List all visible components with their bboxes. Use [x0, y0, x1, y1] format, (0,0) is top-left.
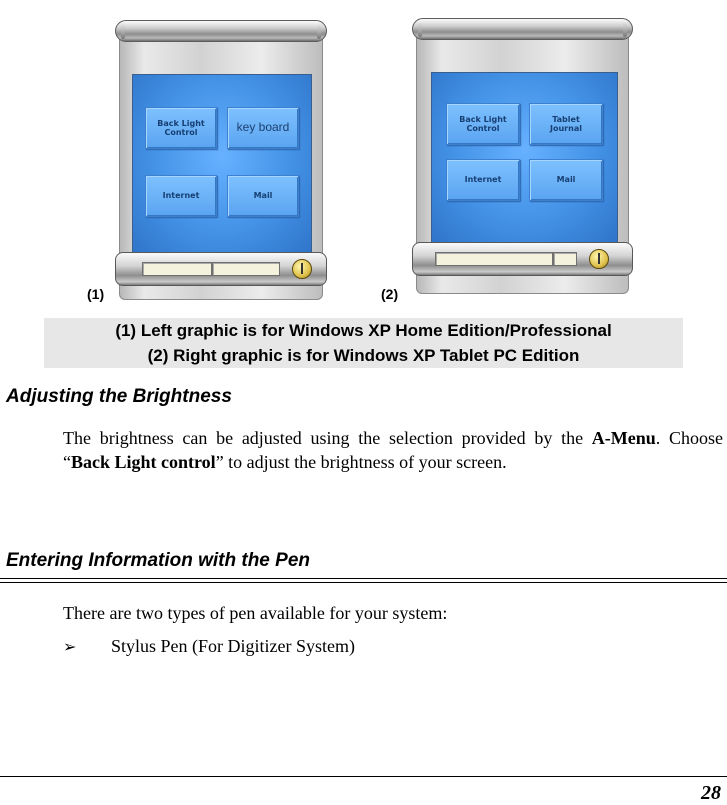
- caption-line-1: (1) Left graphic is for Windows XP Home Edition/Professional: [115, 321, 612, 340]
- brightness-text-3: ” to adjust the brightness of your screen.: [215, 452, 507, 472]
- heading-rule-top: [0, 578, 727, 579]
- figure-1-a-menu-panel: [115, 20, 327, 300]
- arrow-bullet-icon: ➢: [63, 637, 77, 656]
- bar-slot-left: [435, 252, 553, 266]
- figure-2-a-menu-panel: [412, 18, 633, 294]
- heading-rule-bottom: [0, 582, 727, 583]
- back-light-control-tile[interactable]: Back Light Control: [446, 103, 520, 145]
- tablet-journal-tile[interactable]: Tablet Journal: [529, 103, 603, 145]
- panel-bottom-bar: [412, 242, 633, 276]
- panel-top-rod: [412, 18, 633, 40]
- bar-slot-right: [553, 252, 577, 266]
- back-light-control-tile[interactable]: Back Light Control: [145, 107, 217, 149]
- back-light-control-term: Back Light control: [71, 452, 216, 472]
- keyboard-tile[interactable]: key board: [227, 107, 299, 149]
- caption-line-2: (2) Right graphic is for Windows XP Tablet PC Edition: [147, 346, 580, 365]
- heading-adjusting-brightness: Adjusting the Brightness: [6, 386, 232, 407]
- panel-bottom-bar: [115, 252, 327, 286]
- footer-rule: [0, 776, 727, 777]
- brightness-paragraph: [63, 426, 723, 474]
- internet-tile[interactable]: Internet: [446, 159, 520, 201]
- brightness-text-1: The brightness can be adjusted using the selection provided by the: [63, 428, 592, 448]
- figure-caption: [44, 318, 683, 368]
- bar-slot-right: [212, 262, 280, 276]
- mail-tile[interactable]: Mail: [227, 175, 299, 217]
- panel-top-rod: [115, 20, 327, 42]
- list-item-text: Stylus Pen (For Digitizer System): [111, 636, 355, 656]
- pen-intro-paragraph: There are two types of pen available for your system:: [63, 603, 448, 623]
- power-knob-icon[interactable]: [589, 249, 609, 269]
- a-menu-term: A-Menu: [591, 428, 656, 448]
- brightness-text-2: . Choose “: [63, 428, 723, 472]
- page-number: 28: [701, 782, 721, 804]
- figure-2-label: (2): [381, 286, 399, 302]
- figure-1-label: (1): [87, 286, 105, 302]
- panel-screen: [431, 72, 618, 244]
- panel-screen: [132, 74, 312, 256]
- mail-tile[interactable]: Mail: [529, 159, 603, 201]
- power-knob-icon[interactable]: [292, 259, 312, 279]
- internet-tile[interactable]: Internet: [145, 175, 217, 217]
- heading-entering-information-pen: Entering Information with the Pen: [6, 550, 310, 571]
- list-item: [63, 634, 355, 659]
- bar-slot-left: [142, 262, 212, 276]
